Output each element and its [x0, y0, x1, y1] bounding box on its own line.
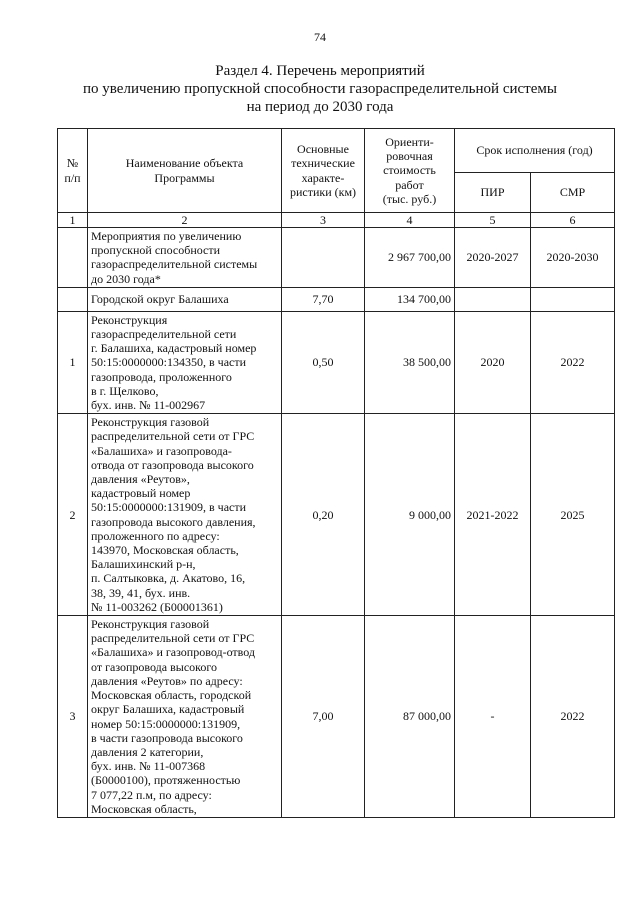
row-cost: 134 700,00: [365, 287, 455, 311]
column-index: 6: [531, 213, 615, 228]
measures-table: [57, 128, 615, 818]
header-tech: Основные технические характе- ристики (км): [282, 129, 365, 213]
row-pir: 2021-2022: [455, 414, 531, 616]
header-smr: СМР: [531, 173, 615, 213]
row-cost: 38 500,00: [365, 311, 455, 413]
row-num: 2: [58, 414, 88, 616]
row-num: 3: [58, 616, 88, 818]
table-row: [58, 616, 615, 818]
row-smr: [531, 287, 615, 311]
table-row: [58, 228, 615, 288]
header-num: № п/п: [58, 129, 88, 213]
column-index: 3: [282, 213, 365, 228]
row-num: [58, 287, 88, 311]
row-cost: 87 000,00: [365, 616, 455, 818]
header-name: Наименование объекта Программы: [88, 129, 282, 213]
column-index: 4: [365, 213, 455, 228]
header-cost: Ориенти- ровочная стоимость работ (тыс. руб.): [365, 129, 455, 213]
row-pir: 2020-2027: [455, 228, 531, 288]
row-num: 1: [58, 311, 88, 413]
header-term: Срок исполнения (год): [455, 129, 615, 173]
row-name: Городской округ Балашиха: [88, 287, 282, 311]
column-index-row: [58, 213, 615, 228]
row-name: Реконструкция газовой распределительной сети от ГРС «Балашиха» и газопровода- отвода от газопровода высокого давления «Реутов», кадастровый номер 50:15:0000000:131909, в части газопровода высокого давления, проложенного по адресу: 143970, Московская область, Балашихинский р-н, п. Салтыковка, д. Акатово, 16, 38, 39, 41, бух. инв. № 11-003262 (Б00001361): [88, 414, 282, 616]
row-name: Мероприятия по увеличению пропускной способности газораспределительной системы до 2030 года*: [88, 228, 282, 288]
row-smr: 2022: [531, 616, 615, 818]
page-number: 74: [314, 30, 326, 44]
row-smr: 2020-2030: [531, 228, 615, 288]
row-tech: 7,70: [282, 287, 365, 311]
row-tech: 0,50: [282, 311, 365, 413]
title-line-2: по увеличению пропускной способности газораспределительной системы: [83, 81, 557, 97]
table-row: [58, 414, 615, 616]
title-line-3: на период до 2030 года: [246, 99, 394, 115]
column-index: 5: [455, 213, 531, 228]
column-index: 1: [58, 213, 88, 228]
row-tech: 7,00: [282, 616, 365, 818]
row-tech: 0,20: [282, 414, 365, 616]
section-title: [40, 62, 600, 116]
row-num: [58, 228, 88, 288]
row-name: Реконструкция газораспределительной сети г. Балашиха, кадастровый номер 50:15:0000000:134350, в части газопровода, проложенного в г. Щелково, бух. инв. № 11-002967: [88, 311, 282, 413]
row-pir: -: [455, 616, 531, 818]
column-index: 2: [88, 213, 282, 228]
row-cost: 9 000,00: [365, 414, 455, 616]
title-line-1: Раздел 4. Перечень мероприятий: [215, 63, 425, 79]
table-row: [58, 311, 615, 413]
row-smr: 2022: [531, 311, 615, 413]
row-smr: 2025: [531, 414, 615, 616]
row-pir: [455, 287, 531, 311]
table-row: [58, 287, 615, 311]
header-row: [58, 129, 615, 173]
row-pir: 2020: [455, 311, 531, 413]
row-name: Реконструкция газовой распределительной сети от ГРС «Балашиха» и газопровод-отвод от газопровода высокого давления «Реутов» по адресу: Московская область, городской округ Балашиха, кадастровый номер 50:15:0000000:131909, в части газопровода высокого давления 2 категории, бух. инв. № 11-007368 (Б0000100), протяженностью 7 077,22 п.м, по адресу: Московская область,: [88, 616, 282, 818]
row-tech: [282, 228, 365, 288]
row-cost: 2 967 700,00: [365, 228, 455, 288]
header-pir: ПИР: [455, 173, 531, 213]
